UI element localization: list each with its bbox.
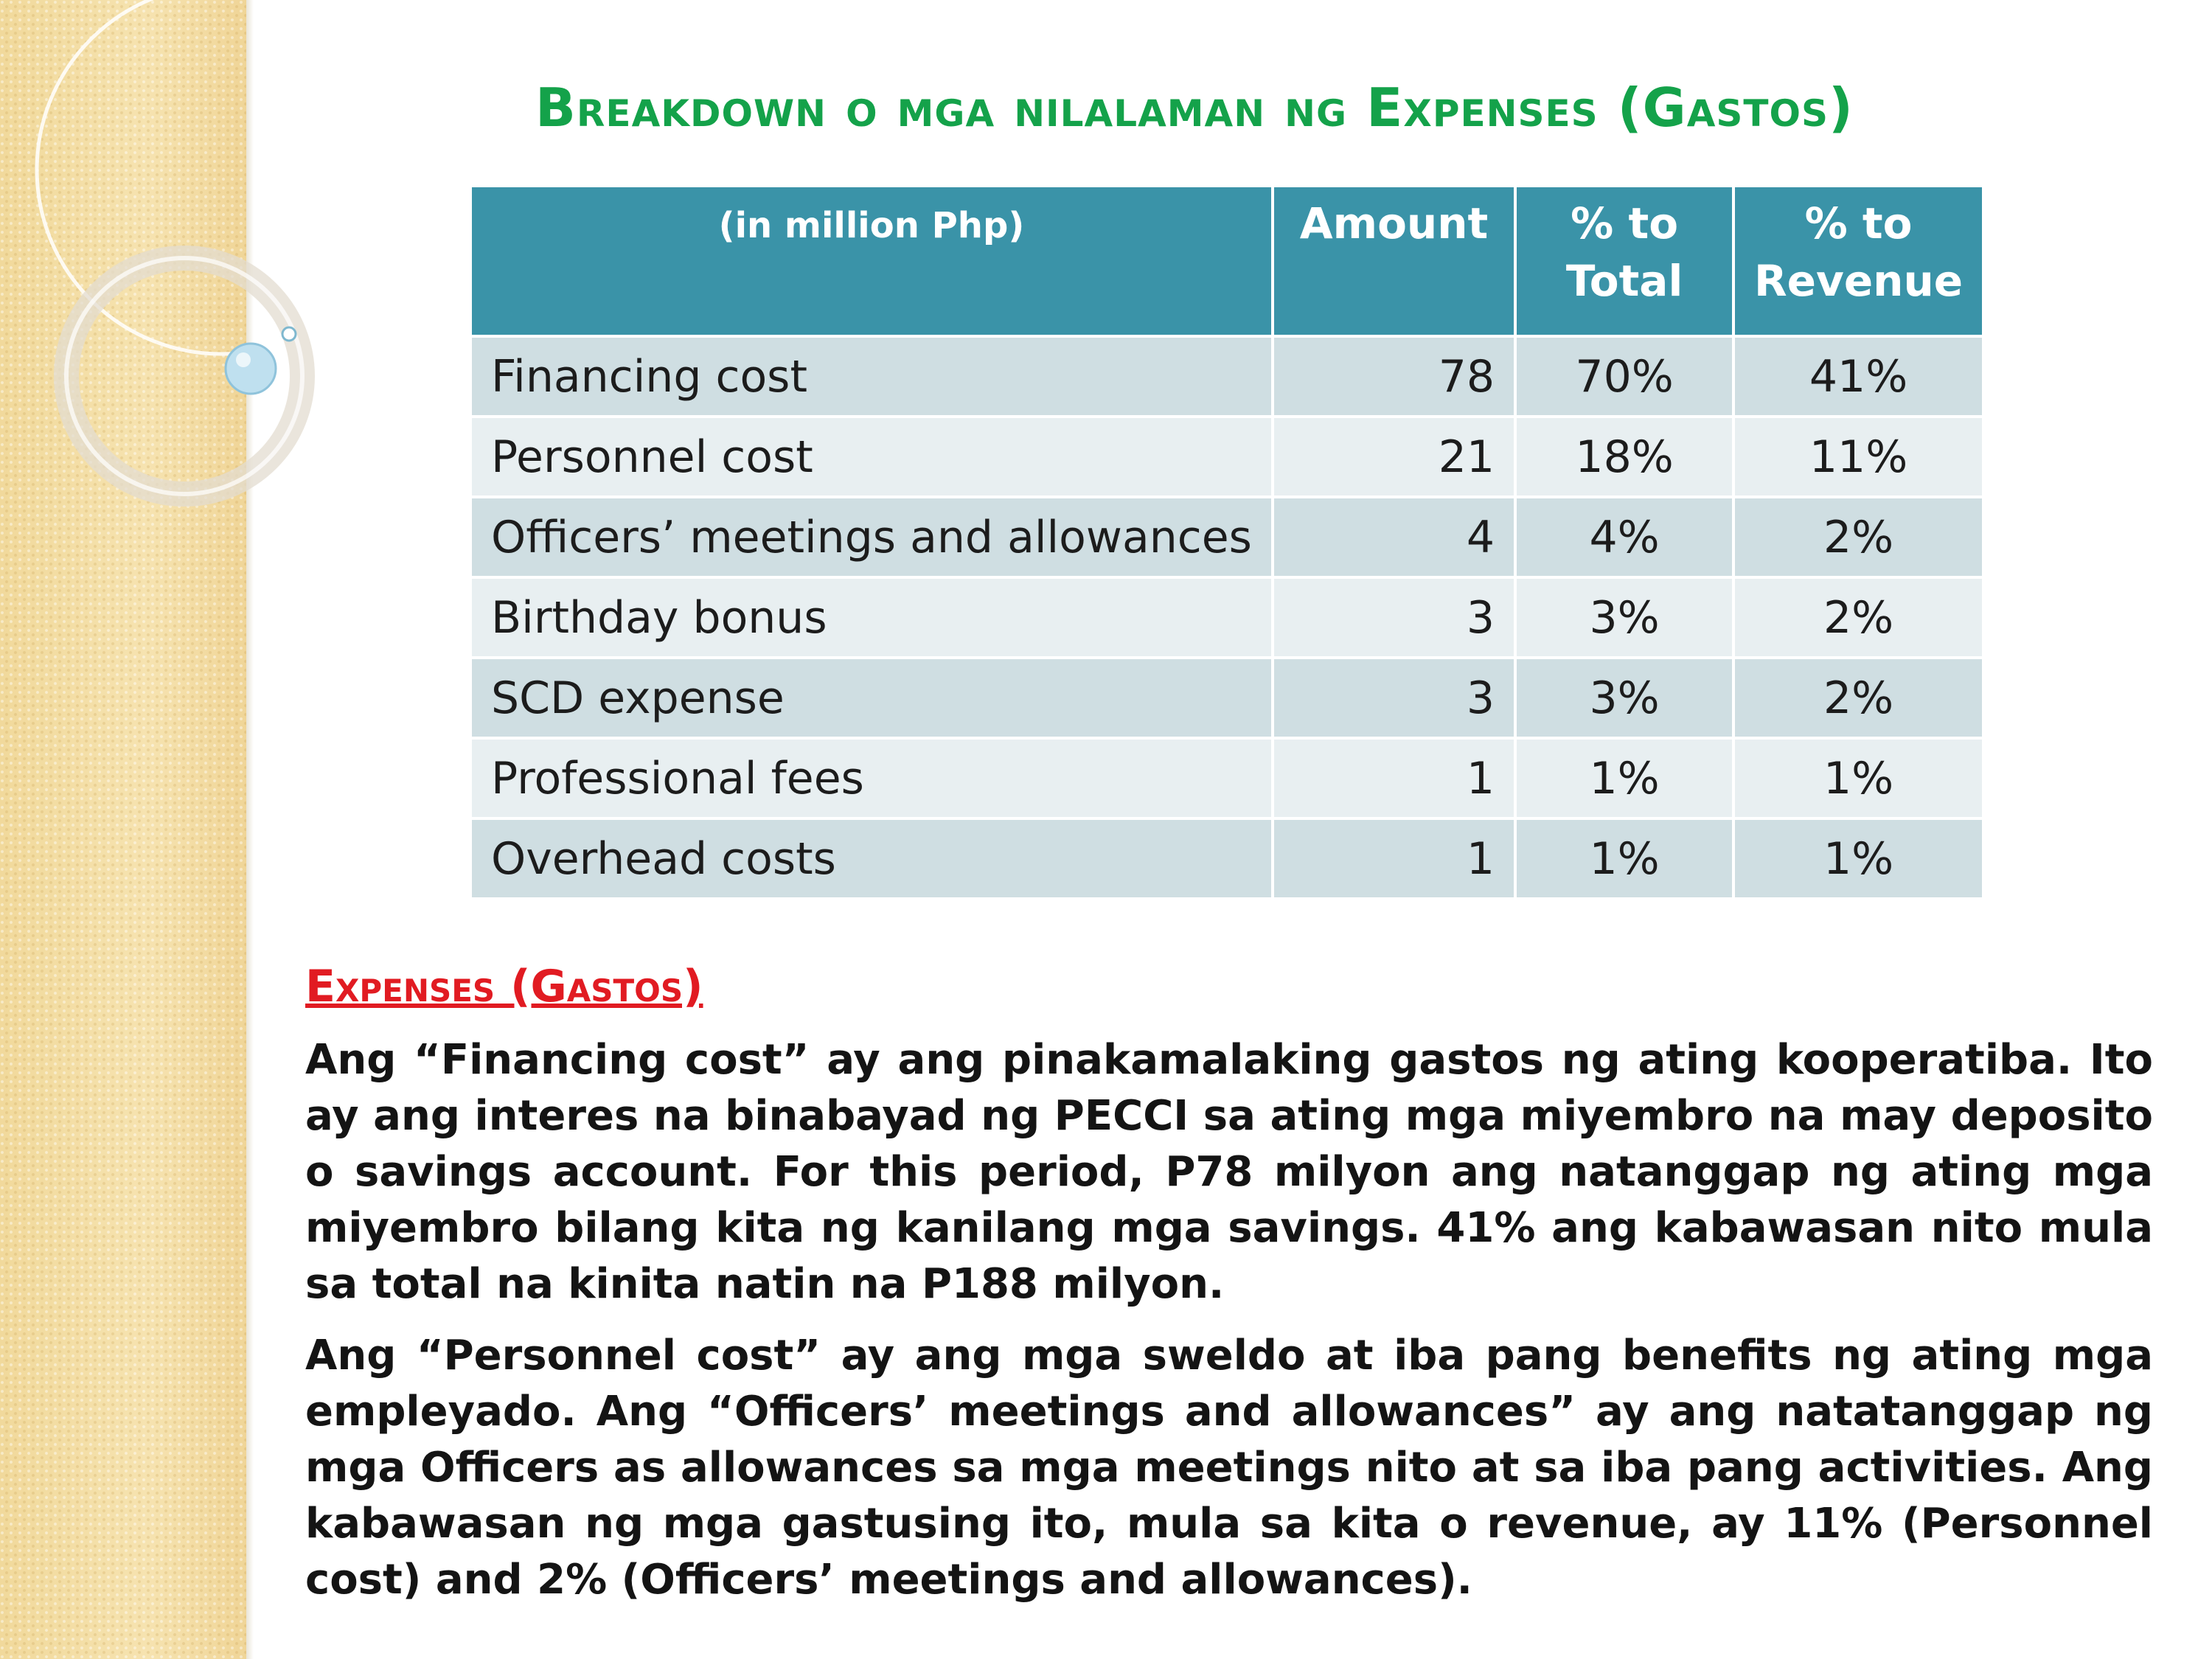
row-pct-total: 1% [1517, 820, 1732, 897]
row-pct-revenue: 1% [1735, 820, 1982, 897]
row-pct-revenue: 2% [1735, 659, 1982, 737]
row-amount: 4 [1274, 498, 1514, 576]
slide-title: Breakdown o mga nilalaman ng Expenses (Gastos) [535, 77, 1854, 139]
decorative-bubble-highlight [236, 352, 251, 367]
table-row [472, 498, 1982, 576]
row-pct-revenue: 2% [1735, 498, 1982, 576]
table-header-row [472, 187, 1982, 335]
row-pct-revenue: 2% [1735, 579, 1982, 656]
row-amount: 78 [1274, 338, 1514, 415]
row-label: Overhead costs [472, 820, 1271, 897]
row-label: Officers’ meetings and allowances [472, 498, 1271, 576]
row-pct-revenue: 41% [1735, 338, 1982, 415]
row-label: Personnel cost [472, 418, 1271, 495]
table-row [472, 740, 1982, 817]
table-row [472, 820, 1982, 897]
table-row [472, 418, 1982, 495]
expenses-table [469, 184, 1985, 900]
row-pct-total: 4% [1517, 498, 1732, 576]
table-row [472, 338, 1982, 415]
row-pct-total: 3% [1517, 659, 1732, 737]
row-pct-total: 18% [1517, 418, 1732, 495]
section-heading: Expenses (Gastos) [305, 961, 703, 1012]
row-amount: 3 [1274, 579, 1514, 656]
table-row [472, 579, 1982, 656]
row-label: Birthday bonus [472, 579, 1271, 656]
body-paragraph-financing: Ang “Financing cost” ay ang pinakamalaking gastos ng ating kooperatiba. Ito ay ang interes na binabayad ng PECCI sa ating mga miyembro na may deposito o savings account. For this period, P78 milyon ang natanggap ng ating mga miyembro bilang kita ng kanilang mga savings. 41% ang kabawasan nito mula sa total na kinita natin na P188 milyon. [305, 1036, 2153, 1308]
header-unit: (in million Php) [472, 187, 1271, 335]
row-pct-total: 1% [1517, 740, 1732, 817]
row-label: Financing cost [472, 338, 1271, 415]
row-pct-revenue: 11% [1735, 418, 1982, 495]
row-amount: 1 [1274, 740, 1514, 817]
row-amount: 3 [1274, 659, 1514, 737]
decorative-bubble [226, 344, 276, 394]
header-pct-revenue: % to Revenue [1735, 187, 1982, 335]
decorative-small-bubble [282, 327, 296, 341]
row-amount: 1 [1274, 820, 1514, 897]
row-amount: 21 [1274, 418, 1514, 495]
row-label: Professional fees [472, 740, 1271, 817]
body-paragraph-personnel: Ang “Personnel cost” ay ang mga sweldo at iba pang benefits ng ating mga empleyado. Ang “Officers’ meetings and allowances” ay ang natatanggap ng mga Officers as allowances sa mga meetings nito at sa iba pang activities. Ang kabawasan ng mga gastusing ito, mula sa kita o revenue, ay 11% (Personnel cost) and 2% (Officers’ meetings and allowances). [305, 1332, 2153, 1604]
row-pct-total: 70% [1517, 338, 1732, 415]
row-pct-revenue: 1% [1735, 740, 1982, 817]
header-amount: Amount [1274, 187, 1514, 335]
header-pct-total: % to Total [1517, 187, 1732, 335]
row-label: SCD expense [472, 659, 1271, 737]
table-row [472, 659, 1982, 737]
row-pct-total: 3% [1517, 579, 1732, 656]
